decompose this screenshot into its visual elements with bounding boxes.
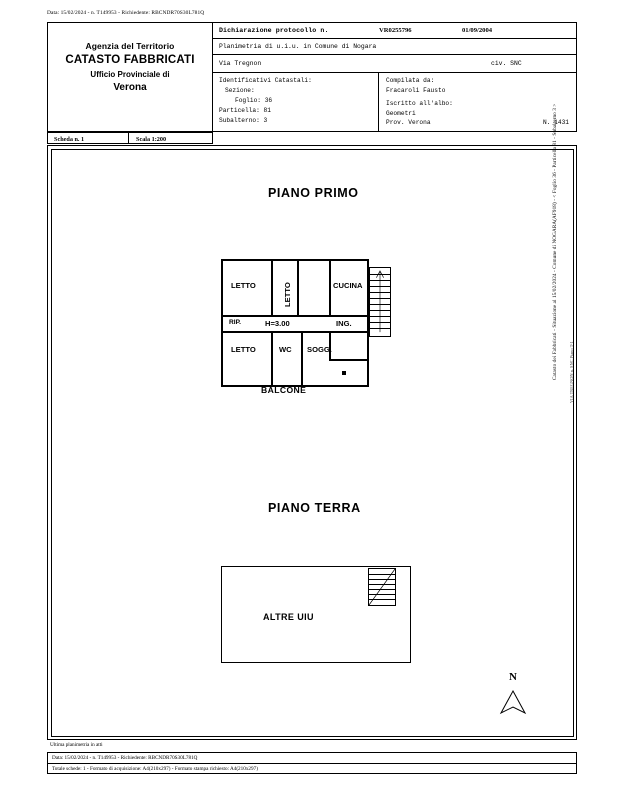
scheda-divider <box>128 133 129 143</box>
agency-name: Agenzia del Territorio <box>85 41 175 51</box>
drawing-frame-inner <box>51 149 574 737</box>
room-altre-uiu: ALTRE UIU <box>263 612 314 622</box>
piano-terra-title: PIANO TERRA <box>268 501 361 515</box>
scheda-scala-bar <box>47 132 213 144</box>
staircase-lower <box>368 568 396 606</box>
height-note: H=3.00 <box>265 319 290 328</box>
wall-h1 <box>223 315 367 317</box>
wall-v4 <box>301 333 303 385</box>
provincia-value: Prov. Verona <box>386 119 431 126</box>
room-letto-2: LETTO <box>283 282 292 307</box>
room-letto-1: LETTO <box>231 281 256 290</box>
top-request-line: Data: 15/02/2024 - n. T149953 - Richiedente: RBCNDR70S30L781Q <box>47 10 205 16</box>
room-letto-3: LETTO <box>231 345 256 354</box>
wall-v1 <box>271 261 273 317</box>
cadastral-sezione: Sezione: <box>225 87 255 94</box>
planimetry-row <box>213 39 576 55</box>
footer-format-line: Totale schede: 1 - Formato di acquisizione: A4(210x297) - Formato stampa richiesto: A4(210x297) <box>47 763 577 774</box>
upper-floor-plan <box>221 259 399 397</box>
right-side-reference-text: Catasto dei Fabbricati - Situazione al 15/02/2024 - Comune di NOGARA(AF918) - < Foglio 36 - Particella 81 - Subalterno 3 > <box>552 103 558 380</box>
wall-h3 <box>329 359 367 361</box>
declaration-row <box>213 23 576 39</box>
wall-v5 <box>329 261 331 317</box>
cadastral-subalterno: Subalterno: 3 <box>219 117 268 124</box>
office-city: Verona <box>113 82 147 93</box>
staircase-direction-icon <box>370 268 390 336</box>
registry-number: N. 1431 <box>543 119 569 126</box>
wall-v3 <box>271 333 273 385</box>
piano-primo-title: PIANO PRIMO <box>268 186 359 200</box>
catasto-title: CATASTO FABBRICATI <box>65 54 195 66</box>
lower-floor-plan <box>221 566 411 671</box>
room-wc: WC <box>279 345 292 354</box>
north-indicator <box>493 671 533 731</box>
room-rip: RIP. <box>229 319 241 326</box>
scheda-number: Scheda n. 1 <box>54 135 85 143</box>
room-cucina: CUCINA <box>333 281 363 290</box>
registry-value: Geometri <box>386 110 416 117</box>
compiler-name: Fracaroli Fausto <box>386 87 446 94</box>
staircase-upper <box>369 267 391 337</box>
plan-marker-square <box>342 371 346 375</box>
staircase-diagonal-icon <box>369 569 395 605</box>
north-label: N <box>509 671 517 683</box>
cadastral-title: Identificativi Catastali: <box>219 77 312 84</box>
last-planimetry-note: Ultima planimetria in atti <box>50 742 103 748</box>
right-side-secondary-text: VIA TREGNON n. SNC Piano T-1 <box>569 341 574 403</box>
cadastral-row <box>213 73 576 132</box>
drawing-area <box>53 151 563 737</box>
compiler-column <box>379 73 577 132</box>
declaration-label: Dichiarazione protocollo n. <box>219 26 329 34</box>
room-sogg: SOGG. <box>307 345 332 354</box>
room-balcone: BALCONE <box>261 385 307 395</box>
cadastral-ids-column <box>213 73 379 132</box>
footer-request-line: Data: 15/02/2024 - n. T149953 - Richiedente: RBCNDR70S30L781Q <box>47 752 577 763</box>
address-street: Via Tregnon <box>219 60 262 67</box>
north-arrow-icon <box>498 689 528 715</box>
registry-title: Iscritto all'albo: <box>386 100 453 107</box>
declaration-number: VR0255796 <box>379 26 412 34</box>
cadastral-foglio: Foglio: 36 <box>235 97 273 104</box>
drawing-frame-outer <box>47 145 577 740</box>
planimetry-line: Planimetria di u.i.u. in Comune di Nogara <box>219 43 377 50</box>
cadastral-particella: Particella: 81 <box>219 107 271 114</box>
agency-header-box <box>47 22 213 132</box>
declaration-header-box <box>213 22 577 132</box>
office-label: Ufficio Provinciale di <box>90 70 170 79</box>
room-ing: ING. <box>336 319 352 328</box>
compiler-title: Compilata da: <box>386 77 435 84</box>
address-civic: civ. SNC <box>491 60 522 67</box>
wall-v2 <box>297 261 299 317</box>
scala-value: Scala 1:200 <box>136 135 167 143</box>
declaration-date: 01/09/2004 <box>462 26 493 34</box>
wall-h2 <box>223 331 367 333</box>
address-row <box>213 55 576 73</box>
